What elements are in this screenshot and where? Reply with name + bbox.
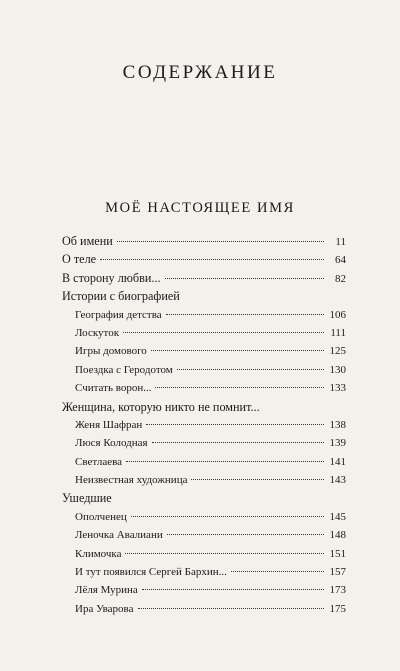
dot-leader [167, 534, 324, 535]
toc-entry-title: Лёля Мурина [75, 584, 138, 597]
dot-leader [117, 241, 324, 242]
toc-subentry [62, 563, 346, 581]
toc-entry-page: 139 [329, 437, 346, 450]
dot-leader [125, 553, 324, 554]
toc-entry-title: Об имени [62, 234, 113, 248]
dot-leader [166, 314, 324, 315]
dot-leader [146, 424, 324, 425]
dot-leader [165, 278, 325, 279]
toc-group [62, 489, 346, 507]
toc-entry-title: Игры домового [75, 345, 147, 358]
toc-subentry [62, 342, 346, 360]
toc-entry-page: 175 [329, 602, 346, 615]
toc-subentry [62, 453, 346, 471]
toc-entry-title: И тут появился Сергей Бархин... [75, 566, 227, 579]
toc-entry-page: 148 [329, 529, 346, 542]
toc-group [62, 287, 346, 305]
dot-leader [142, 589, 324, 590]
dot-leader [123, 332, 324, 333]
toc-entry-title: Люся Колодная [75, 437, 148, 450]
toc-entry-page: 138 [329, 418, 346, 431]
toc-subentry [62, 581, 346, 599]
toc-group [62, 398, 346, 416]
toc-subentry [62, 324, 346, 342]
toc-subentry [62, 545, 346, 563]
toc-subentry [62, 600, 346, 618]
toc-entry-title: В сторону любви... [62, 270, 161, 285]
toc-entry-page: 143 [329, 474, 346, 487]
toc-subentry [62, 416, 346, 434]
toc-entry-page: 11 [335, 236, 346, 248]
toc-entry-page: 133 [329, 382, 346, 395]
toc-entry [62, 250, 346, 268]
toc-subentry [62, 379, 346, 397]
toc-entry-title: Светлаева [75, 455, 123, 468]
toc-entry-page: 141 [329, 455, 346, 468]
dot-leader [177, 369, 324, 370]
toc-entry-page: 130 [329, 363, 346, 376]
toc-subentry [62, 306, 346, 324]
dot-leader [191, 479, 324, 480]
toc-subentry [62, 434, 346, 452]
toc-subentry [62, 508, 346, 526]
contents-heading: СОДЕРЖАНИЕ [122, 62, 278, 83]
toc-subentry [62, 526, 346, 544]
dot-leader [131, 516, 324, 517]
toc-entry-title: География детства [75, 308, 162, 321]
toc-entry [62, 269, 346, 287]
toc-entry-title: Ополченец [75, 510, 127, 523]
dot-leader [126, 461, 324, 462]
toc-group-title: Истории с биографией [62, 289, 180, 304]
dot-leader [152, 442, 324, 443]
toc-entry-title: Неизвестная художница [75, 474, 188, 487]
toc-entry-page: 173 [329, 584, 346, 597]
toc-entry-title: Климочка [75, 547, 122, 560]
toc-entry-page: 64 [335, 254, 346, 267]
toc-entry-page: 111 [330, 326, 346, 339]
dot-leader [151, 350, 324, 351]
section-title: МОЁ НАСТОЯЩЕЕ ИМЯ [105, 200, 295, 216]
toc-subentry [62, 471, 346, 489]
table-of-contents [62, 232, 346, 618]
toc-subentry [62, 361, 346, 379]
toc-entry-page: 82 [335, 272, 346, 285]
dot-leader [100, 259, 324, 260]
toc-entry-page: 106 [329, 308, 346, 321]
toc-entry-page: 157 [329, 566, 346, 579]
toc-entry [62, 232, 346, 250]
dot-leader [231, 571, 324, 572]
toc-entry-title: О теле [62, 252, 97, 267]
toc-entry-title: Лоскуток [75, 326, 120, 339]
toc-entry-page: 145 [329, 510, 346, 523]
toc-entry-page: 151 [329, 547, 346, 560]
dot-leader [155, 387, 324, 388]
dot-leader [138, 608, 325, 609]
toc-group-title: Ушедшие [62, 491, 112, 506]
toc-entry-title: Считать ворон... [75, 382, 152, 395]
toc-entry-title: Поездка с Геродотом [75, 363, 173, 376]
toc-entry-title: Ира Уварова [75, 602, 134, 615]
toc-entry-title: Женя Шафран [75, 418, 143, 431]
toc-group-title: Женщина, которую никто не помнит... [62, 399, 260, 414]
toc-entry-page: 125 [329, 345, 346, 358]
toc-entry-title: Леночка Авалиани [75, 529, 163, 542]
